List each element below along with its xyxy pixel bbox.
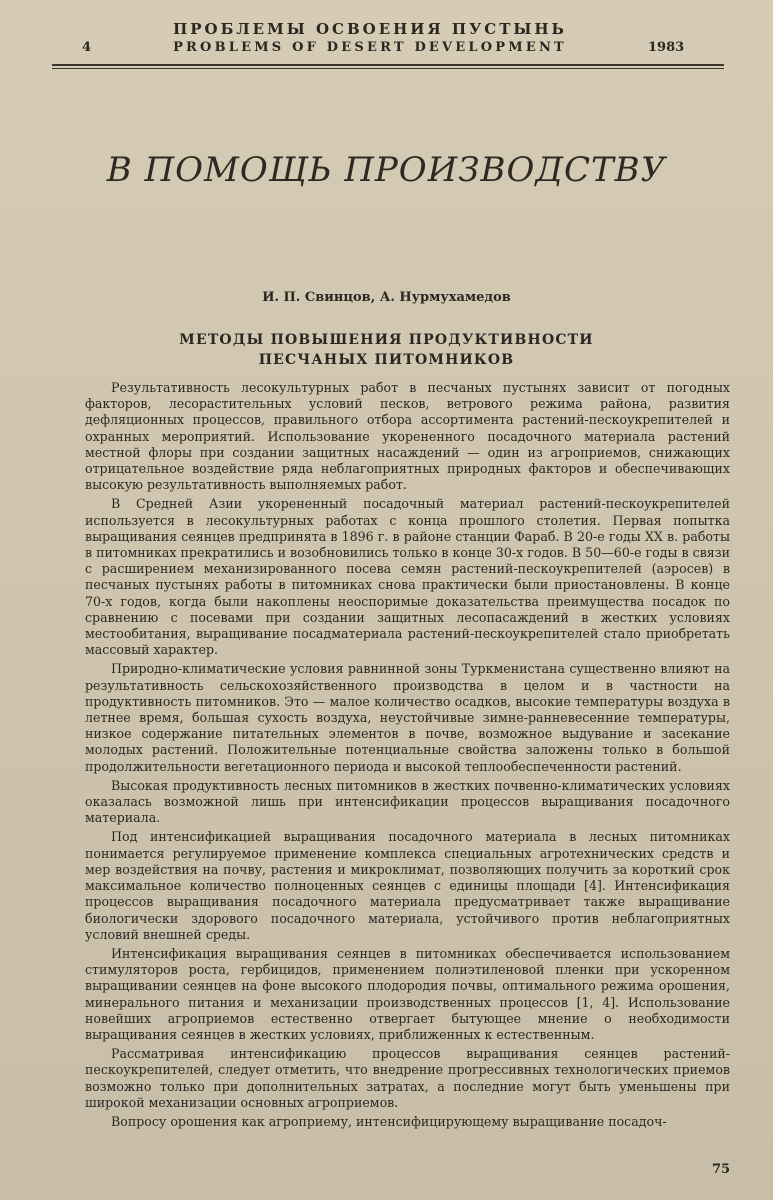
article-title-line-1: МЕТОДЫ ПОВЫШЕНИЯ ПРОДУКТИВНОСТИ — [179, 332, 594, 348]
header-rule-thin — [52, 68, 724, 69]
footer-page-number: 75 — [712, 1162, 731, 1177]
section-title: В ПОМОЩЬ ПРОИЗВОДСТВУ — [106, 150, 667, 190]
article-title-line-2: ПЕСЧАНЫХ ПИТОМНИКОВ — [258, 352, 515, 368]
journal-title-ru: ПРОБЛЕМЫ ОСВОЕНИЯ ПУСТЫНЬ — [173, 20, 567, 38]
article-title — [0, 330, 773, 370]
paragraph: Интенсификация выращивания сеянцев в питомниках обеспечивается использованием стимуляторов роста, гербицидов, применением полиэтиленовой пленки при ускоренном выращивании сеянцев на фоне высокого плодородия почвы, оптимального режима орошения, минерального питания и механизации производственных процессов [1, 4]. Использование новейших агроприемов естественно отвергает бытующее мнение о необходимости выращивания сеянцев в жестких условиях, приближенных к естественным. — [85, 945, 730, 1042]
paragraph: Вопросу орошения как агроприему, интенсифицирующему выращивание посадоч- — [111, 1113, 667, 1129]
paragraph: Высокая продуктивность лесных питомников в жестких почвенно-климатических условиях оказалась возможной лишь при интенсификации процессов выращивания посадочного материала. — [85, 777, 730, 826]
paragraph: Под интенсификацией выращивания посадочного материала в лесных питомниках понимается регулируемое применение комплекса специальных агротехнических средств и мер воздействия на почву, растения и микроклимат, позволяющих получить за короткий срок максимальное количество полноценных сеянцев с единицы площади [4]. Интенсификация процессов выращивания посадочного материала предусматривает также выращивание биологически здорового посадочного материала, устойчивого против неблагоприятных условий внешней среды. — [85, 829, 730, 942]
journal-title-en: PROBLEMS OF DESERT DEVELOPMENT — [173, 40, 567, 55]
paragraph: Природно-климатические условия равнинной зоны Туркменистана существенно влияют на результативность сельскохозяйственного производства в целом и в частности на продуктивность питомников. Это — малое количество осадков, высокие температуры воздуха в летнее время, большая сухость воздуха, неустойчивые зимне-ранневесенние температуры, низкое содержание питательных элементов в почве, возможное выдувание и засекание молодых растений. Положительные потенциальные свойства заложены только в большой продолжительности вегетационного периода и высокой теплообеспеченности растений. — [85, 661, 730, 774]
paragraph: Результативность лесокультурных работ в песчаных пустынях зависит от погодных факторов, лесорастительных условий песков, ветрового режима района, развития дефляционных процессов, правильного отбора ассортимента растений-пескоукрепителей и охранных мероприятий. Использование укорененного посадочного материала растений местной флоры при создании защитных насаждений — один из агроприемов, снижающих отрицательное воздействие ряда неблагоприятных природных факторов и обеспечивающих высокую результативность выполняемых работ. — [85, 380, 730, 493]
header-rule — [52, 64, 724, 66]
paragraph: В Средней Азии укорененный посадочный материал растений-пескоукрепителей используется в лесокультурных работах с конца прошлого столетия. Первая попытка выращивания сеянцев предпринята в 1896 г. в районе станции Фараб. В 20-е годы XX в. работы в питомниках прекратились и возобновились только в конце 30-х годов. В 50—60-е годы в связи с расширением механизированного посева семян растений-пескоукрепителей (аэросев) в песчаных пустынях работы в питомниках снова практически были приостановлены. В конце 70-х годов, когда были накоплены неоспоримые доказательства преимущества посадок по сравнению с посевами при создании защитных лесопасаждений в жестких условиях местообитания, выращивание посадматериала растений-пескоукрепителей стало приобретать массовый характер. — [85, 496, 730, 658]
header-year: 1983 — [648, 40, 685, 55]
article-body — [85, 380, 730, 1133]
header-page-number: 4 — [82, 40, 92, 55]
paragraph: Рассматривая интенсификацию процессов выращивания сеянцев растений-пескоукрепителей, следует отметить, что внедрение прогрессивных технологических приемов возможно только при дополнительных затратах, а последние могут быть уменьшены при широкой механизации основных агроприемов. — [85, 1046, 730, 1110]
article-authors: И. П. Свинцов, А. Нурмухамедов — [262, 290, 511, 305]
running-header — [0, 18, 773, 64]
journal-title-block — [150, 20, 590, 57]
